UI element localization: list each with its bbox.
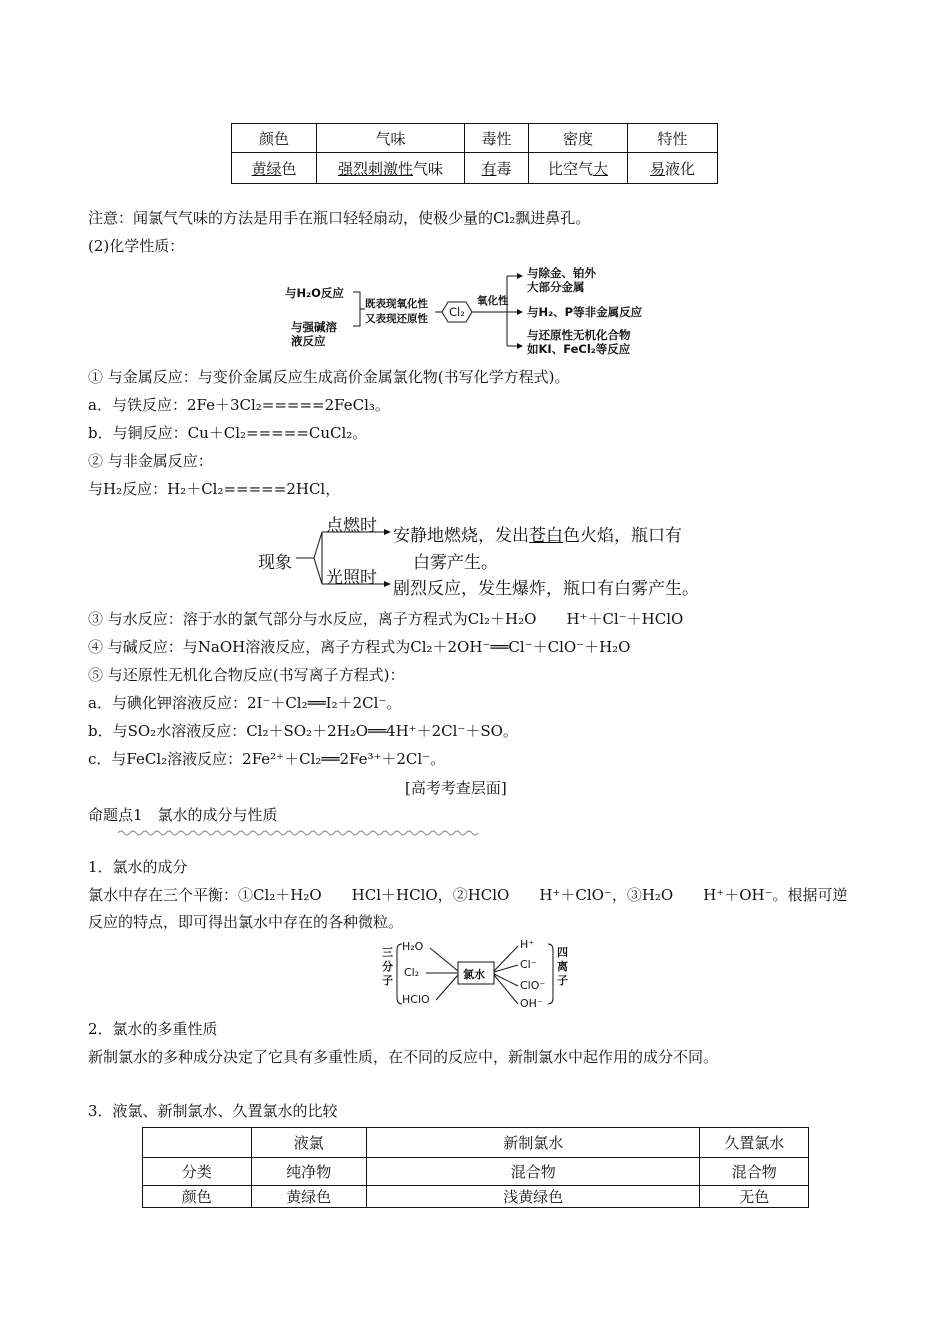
cmp-header-aged: 久置氯水 [700,1128,809,1158]
molecule-hclo: HClO [402,993,430,1006]
phenomenon-branch-ignite: 点燃时 [326,516,377,536]
cmp-cell: 分类 [143,1158,252,1186]
diagram2-center: 氯水 [463,968,485,981]
chlorine-water-diagram [380,938,580,1010]
diagram1-left2a: 与强碱溶 [291,320,337,334]
phenomenon-diagram [258,506,718,606]
ki-reaction: a．与碘化钾溶液反应：2I⁻＋Cl₂══I₂＋2Cl⁻。 [88,694,402,712]
nonmetal-reaction-title: ② 与非金属反应： [88,452,213,470]
value-feature: 易液化 [628,153,718,184]
diagram1-mid2: 又表现还原性 [365,313,428,325]
so2-reaction: b．与SO₂水溶液反应：Cl₂＋SO₂＋2H₂O══4H⁺＋2Cl⁻＋SO。 [88,722,518,740]
properties-table [231,123,718,184]
diagram1-r1b: 大部分金属 [527,280,585,294]
diagram1-r3a: 与还原性无机化合物 [527,328,631,342]
diagram1-r1a: 与除金、铂外 [527,266,596,280]
iron-reaction: a．与铁反应：2Fe＋3Cl₂=====2FeCl₃。 [88,396,390,414]
wavy-underline [118,829,478,837]
diagram1-center: Cl₂ [449,305,465,319]
table-row [143,1158,809,1186]
comparison-table [142,1127,809,1208]
chem-heading: (2)化学性质： [88,237,185,255]
ion-clo: ClO⁻ [520,979,546,992]
diagram1-r3b: 如KI、FeCl₂等反应 [527,342,631,356]
table-row [143,1186,809,1208]
cmp-cell: 黄绿色 [251,1186,367,1208]
cmp-cell: 无色 [700,1186,809,1208]
copper-reaction: b．与铜反应：Cu＋Cl₂=====CuCl₂。 [88,424,368,442]
part2-text: 新制氯水的多种成分决定了它具有多重性质，在不同的反应中，新制氯水中起作用的成分不同。 [88,1048,719,1066]
diagram1-mid1: 既表现氧化性 [365,298,428,310]
phenomenon-ignite-text2: 白雾产生。 [413,553,498,573]
section-title: [高考考查层面] [405,779,507,797]
reductant-reaction-title: ⑤ 与还原性无机化合物反应(书写离子方程式)： [88,666,405,684]
phenomenon-label: 现象 [258,553,292,573]
chlorine-properties-diagram [285,266,665,360]
diagram1-right-label: 氧化性 [477,295,509,307]
value-smell: 强烈刺激性气味 [317,153,465,184]
phenomenon-light-text: 剧烈反应，发生爆炸，瓶口有白雾产生。 [393,579,699,599]
base-reaction: ④ 与碱反应：与NaOH溶液反应，离子方程式为Cl₂＋2OH⁻══Cl⁻＋ClO⁻＋H₂O [88,638,631,656]
cmp-cell: 颜色 [143,1186,252,1208]
header-color: 颜色 [232,124,317,153]
diagram2-right-label: 四 离 子 [557,946,568,987]
molecule-cl2: Cl₂ [404,966,420,979]
header-feature: 特性 [628,124,718,153]
value-toxicity: 有毒 [465,153,529,184]
hydrogen-reaction: 与H₂反应：H₂＋Cl₂=====2HCl， [88,480,341,498]
metal-reaction-title: ① 与金属反应：与变价金属反应生成高价金属氯化物(书写化学方程式)。 [88,368,570,386]
note-text: 注意：闻氯气气味的方法是用手在瓶口轻轻扇动，使极少量的Cl₂飘进鼻孔。 [88,209,591,227]
ion-h: H⁺ [520,938,535,951]
phenomenon-branch-light: 光照时 [326,568,377,588]
part1-text1: 氯水中存在三个平衡：①Cl₂＋H₂O HCl＋HClO，②HClO H⁺＋ClO⁻，③H₂O H⁺＋OH⁻。根据可逆 [88,886,848,904]
diagram1-left2b: 液反应 [291,334,326,348]
cmp-cell: 混合物 [700,1158,809,1186]
part1-text2: 反应的特点，即可得出氯水中存在的各种微粒。 [88,913,404,931]
cmp-cell: 纯净物 [251,1158,367,1186]
part3-title: 3．液氯、新制氯水、久置氯水的比较 [88,1102,338,1120]
value-density: 比空气大 [529,153,628,184]
fecl2-reaction: c．与FeCl₂溶液反应：2Fe²⁺＋Cl₂══2Fe³⁺＋2Cl⁻。 [88,750,446,768]
phenomenon-ignite-text: 安静地燃烧，发出苍白色火焰，瓶口有 [393,526,682,546]
diagram2-left-label: 三 分 子 [382,946,393,987]
cmp-header-blank [143,1128,252,1158]
value-color: 黄绿色 [232,153,317,184]
cmp-cell: 浅黄绿色 [367,1186,700,1208]
header-density: 密度 [529,124,628,153]
diagram1-left1: 与H₂O反应 [285,286,344,300]
topic-title: 命题点1 氯水的成分与性质 [88,806,278,824]
header-smell: 气味 [317,124,465,153]
diagram1-r2: 与H₂、P等非金属反应 [527,305,643,319]
water-reaction: ③ 与水反应：溶于水的氯气部分与水反应，离子方程式为Cl₂＋H₂O H⁺＋Cl⁻＋HClO [88,610,684,628]
part1-title: 1．氯水的成分 [88,858,188,876]
part2-title: 2．氯水的多重性质 [88,1020,218,1038]
molecule-h2o: H₂O [402,940,424,953]
header-toxicity: 毒性 [465,124,529,153]
ion-cl: Cl⁻ [520,958,537,971]
ion-oh: OH⁻ [520,997,543,1010]
cmp-header-liquid: 液氯 [251,1128,367,1158]
cmp-header-fresh: 新制氯水 [367,1128,700,1158]
cmp-cell: 混合物 [367,1158,700,1186]
